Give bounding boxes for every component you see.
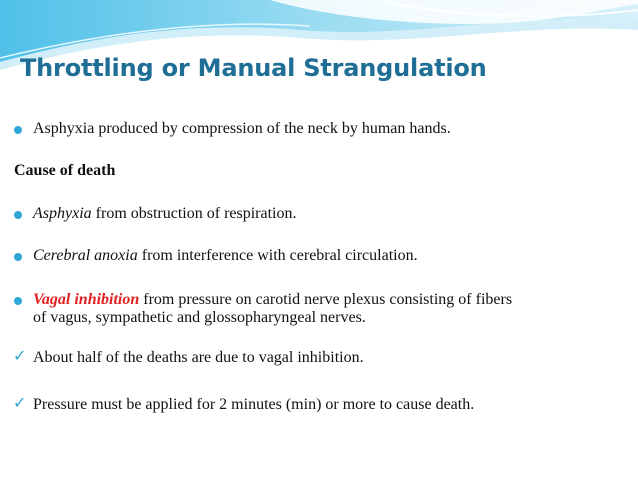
intro-text: Asphyxia produced by compression of the neck by human hands.: [33, 120, 451, 137]
item-description: from obstruction of respiration.: [91, 205, 297, 222]
checkmark-icon: ✓: [13, 393, 27, 412]
bullet-icon: [14, 297, 22, 305]
list-item: [33, 246, 418, 265]
bullet-icon: [14, 253, 22, 261]
check-item: Pressure must be applied for 2 minutes (min) or more to cause death.: [33, 396, 475, 413]
item-description: from interference with cerebral circulation.: [137, 247, 418, 264]
bullet-icon: [14, 126, 22, 134]
item-description: from pressure on carotid nerve plexus consisting of fibers: [139, 291, 513, 308]
slide-title: Throttling or Manual Strangulation: [20, 54, 487, 82]
list-item: [33, 290, 512, 309]
item-term: Cerebral anoxia: [33, 247, 138, 264]
item-description-continued: of vagus, sympathetic and glossopharyngeal nerves.: [33, 309, 366, 326]
bullet-icon: [14, 211, 22, 219]
list-item: [33, 204, 297, 223]
item-term-highlighted: Vagal inhibition: [33, 291, 140, 308]
check-item: About half of the deaths are due to vagal inhibition.: [33, 349, 364, 366]
item-term: Asphyxia: [33, 205, 92, 222]
checkmark-icon: ✓: [13, 346, 27, 365]
section-heading: Cause of death: [14, 162, 116, 179]
